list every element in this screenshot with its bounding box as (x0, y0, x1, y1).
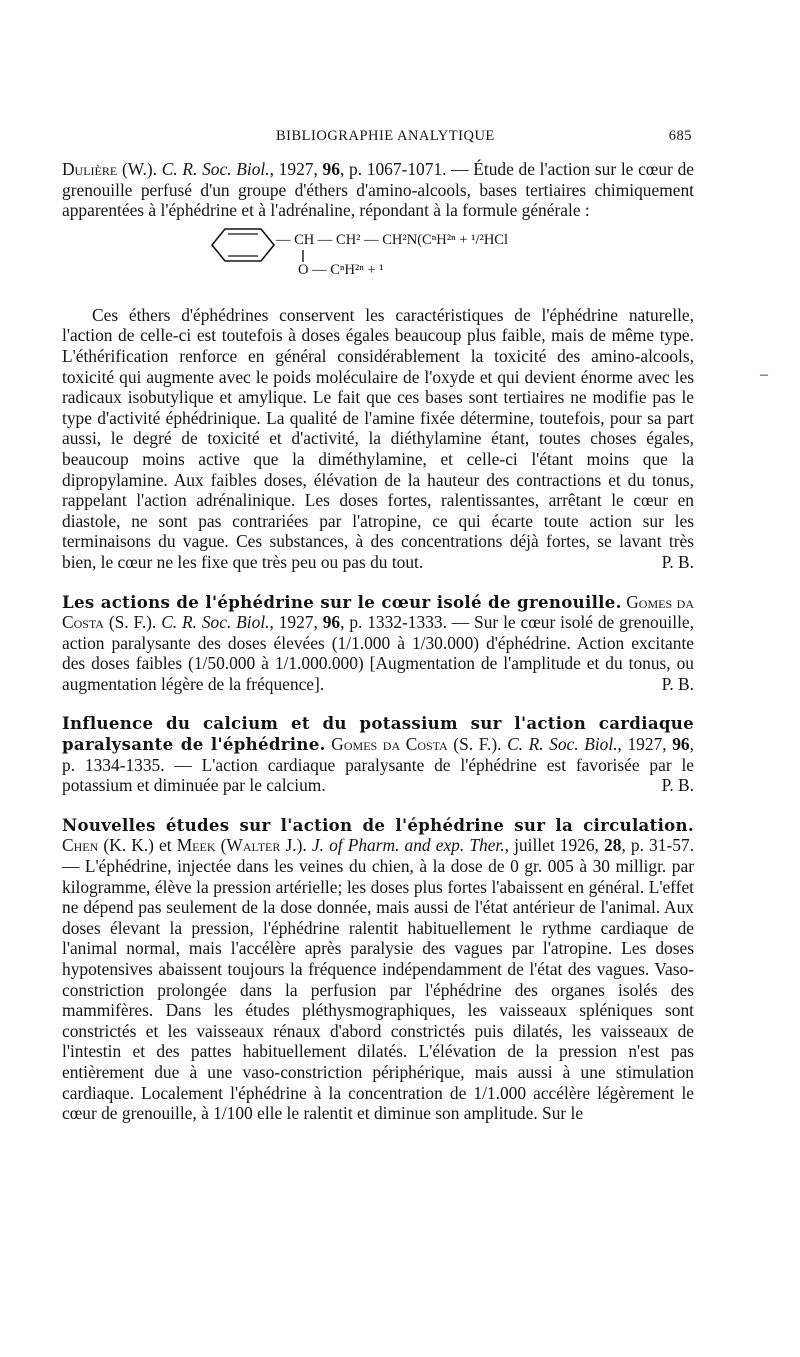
author-given-name: (Walter (220, 835, 281, 856)
entry-title: Influence du calcium et du potassium sur l'action cardiaque paralysante de l'éphédrine. (62, 713, 694, 755)
formula-line-2: O — CⁿH²ⁿ + ¹ (298, 261, 384, 278)
entry-citation (62, 159, 694, 221)
author-name: Chen (62, 835, 99, 856)
entry-text: , p. 1334-1335. — L'action cardiaque paralysante de l'éphédrine est favorisée par le potassium et diminuée par le calcium. (62, 734, 694, 796)
entry-citation (62, 713, 694, 795)
entry-title: Les actions de l'éphédrine sur le cœur isolé de grenouille. (62, 591, 622, 612)
text-column (62, 159, 694, 1124)
entry-text: , p. 1067-1071. — Étude de l'action sur le cœur de grenouille perfusé d'un groupe d'éthers d'amino-alcools, bases tertiaires chimiquement apparentées à l'éphédrine et à l'adrénaline, répondant à la formule générale : (62, 159, 694, 221)
entry-text: , p. 1332-1333. — Sur le cœur isolé de grenouille, action paralysante des doses élevées (1/1.000 à 1/30.000) d'éphédrine. Action excitante des doses faibles (1/50.000 à 1/1.000.000) [Augmentation de l'amplitude et du tonus, ou augmentation légère de la fréquence]. (62, 612, 694, 694)
author-initials: (S. F.). (108, 612, 157, 633)
entry-text: Ces éthers d'éphédrines conservent les caractéristiques de l'éphédrine naturelle, l'action de celle-ci est toutefois à doses égales beaucoup plus faible, mais de même type. L'éthérification renforce en général considérablement la toxicité des amino-alcools, toxicité qui augmente avec le poids moléculaire de l'oxyde et qui devient énorme avec les radicaux isobutylique et amylique. Le fait que ces bases sont tertiaires ne modifie pas le type d'activité éphédrinique. La qualité de l'amine fixée détermine, toutefois, pour sa part aussi, le degré de toxicité et d'activité, la diéthylamine étant, toutes choses égales, beaucoup moins active que la diméthylamine, et celle-ci l'étant moins que la dipropylamine. Aux faibles doses, élévation de la hauteur des contractions et du tonus, rappelant l'action adrénalinique. Les doses fortes, ralentissantes, arrêtant le cœur en diastole, ne sont pas contrariées par l'atropine, ce qui écarte toute action sur les terminaisons du vague. Ces substances, à des concentrations déjà fortes, se lavant très bien, le cœur ne les fixe que très peu ou pas du tout. (62, 304, 694, 572)
entry-body (62, 305, 694, 573)
author-name: Meek (176, 835, 216, 856)
entry-gomes-1 (62, 592, 694, 695)
entry-chen-meek (62, 815, 694, 1124)
page-number: 685 (668, 128, 692, 144)
signature: P. B. (661, 775, 694, 796)
entry-title: Nouvelles études sur l'action de l'éphédrine sur la circulation. (62, 814, 694, 835)
volume: 28 (604, 835, 622, 856)
benzene-ring-icon (210, 226, 276, 266)
entry-citation (62, 815, 694, 1124)
journal-title: J. of Pharm. and exp. Ther. (311, 835, 505, 856)
author-initials: (K. K.) et (103, 835, 172, 856)
signature: P. B. (661, 673, 694, 694)
volume: 96 (322, 612, 341, 633)
entry-citation (62, 592, 694, 695)
journal-title: C. R. Soc. Biol. (507, 734, 618, 755)
author-initials: (W.). (121, 159, 158, 179)
journal-title: C. R. Soc. Biol. (161, 612, 270, 633)
author-name: Dulière (62, 159, 118, 179)
journal-title: C. R. Soc. Biol. (161, 159, 270, 179)
running-title: BIBLIOGRAPHIE ANALYTIQUE (276, 128, 495, 144)
author-initials: (S. F.). (453, 734, 502, 755)
author-name: Gomes da Costa (62, 591, 694, 633)
running-head (62, 128, 692, 148)
author-name: Gomes da Costa (331, 734, 448, 755)
year: , 1927, (269, 612, 318, 633)
year: , 1927, (269, 159, 318, 179)
entry-text: , p. 31-57. — L'éphédrine, injectée dans les veines du chien, à la dose de 0 gr. 005 à 30 milligr. par kilogramme, élève la pression artérielle; les doses plus fortes l'abaissent en général. L'effet ne dépend pas seulement de la dose donnée, mais aussi de l'état antérieur de l'animal. Aux doses élevant la pression, l'éphédrine ralentit habituellement le rythme cardiaque de l'animal normal, mais l'accélère après paralysie des vagues par l'atropine. Les doses hypotensives abaissent toujours la fréquence indépendamment de l'état des vagues. Vaso-constriction prolongée dans la perfusion par l'éphédrine des organes isolés des mammifères. Dans les études pléthysmographiques, les vaisseaux spléniques sont constrictés et les vaisseaux rénaux d'abord constrictés puis dilatés, les vaisseaux de l'intestin et des pattes habituellement dilatés. L'élévation de la pression n'est pas entièrement due à une vaso-constriction périphérique, mais aussi à une stimulation cardiaque. Localement l'éphédrine à la concentration de 1/1.000 accélère légèrement le cœur de grenouille, à 1/100 elle le ralentit et diminue son amplitude. Sur le (62, 835, 694, 1124)
year: , juillet 1926, (504, 835, 599, 856)
entry-duliere (62, 159, 694, 573)
entry-gomes-2 (62, 713, 694, 795)
chemical-formula (62, 226, 694, 298)
author-initials: J.). (285, 835, 307, 856)
signature: P. B. (661, 551, 694, 572)
volume: 96 (322, 159, 340, 179)
year: , 1927, (617, 734, 667, 755)
formula-line-1: — CH — CH² — CH²N(CⁿH²ⁿ + ¹/²HCl (276, 231, 508, 248)
volume: 96 (672, 734, 690, 755)
margin-mark: – (760, 366, 768, 383)
